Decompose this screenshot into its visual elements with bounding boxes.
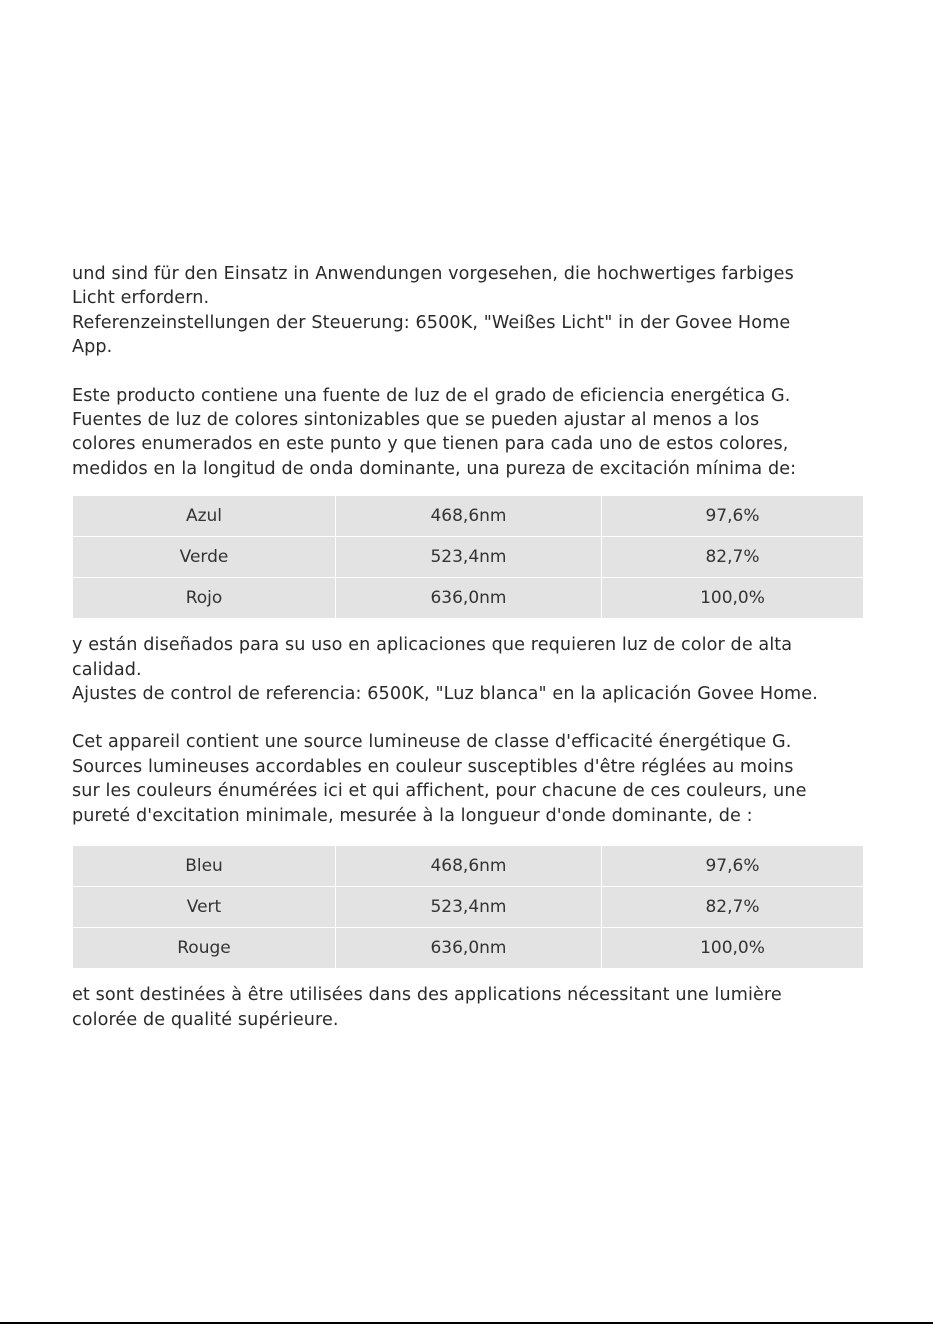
purity-cell: 82,7% xyxy=(602,887,863,927)
text-line: Sources lumineuses accordables en couleur susceptibles d'être réglées au moins xyxy=(72,756,794,777)
purity-cell: 82,7% xyxy=(602,537,863,577)
document-content xyxy=(72,262,872,1032)
text-line: et sont destinées à être utilisées dans des applications nécessitant une lumière xyxy=(72,985,782,1006)
color-cell: Azul xyxy=(73,496,335,536)
color-cell: Verde xyxy=(73,537,335,577)
wavelength-cell: 636,0nm xyxy=(336,928,601,968)
text-line: Referenzeinstellungen der Steuerung: 6500K, "Weißes Licht" in der Govee Home xyxy=(72,312,791,333)
table-row xyxy=(73,537,863,577)
paragraph-spacer xyxy=(72,706,872,730)
color-cell: Rouge xyxy=(73,928,335,968)
text-line: Licht erfordern. xyxy=(72,288,210,309)
text-line: sur les couleurs énumérées ici et qui affichent, pour chacune de ces couleurs, une xyxy=(72,781,807,802)
german-paragraph xyxy=(72,262,872,360)
wavelength-cell: 523,4nm xyxy=(336,887,601,927)
wavelength-cell: 636,0nm xyxy=(336,578,601,618)
color-cell: Vert xyxy=(73,887,335,927)
table-row xyxy=(73,887,863,927)
purity-cell: 100,0% xyxy=(602,928,863,968)
table-row xyxy=(73,846,863,886)
spanish-purity-table xyxy=(72,495,864,619)
french-outro-paragraph xyxy=(72,983,872,1032)
table-row xyxy=(73,578,863,618)
text-line: App. xyxy=(72,337,113,358)
purity-cell: 97,6% xyxy=(602,846,863,886)
spanish-intro-paragraph xyxy=(72,384,872,482)
text-line: y están diseñados para su uso en aplicaciones que requieren luz de color de alta xyxy=(72,635,793,656)
paragraph-spacer xyxy=(72,360,872,384)
wavelength-cell: 468,6nm xyxy=(336,846,601,886)
text-line: Ajustes de control de referencia: 6500K, "Luz blanca" en la aplicación Govee Home. xyxy=(72,684,818,705)
text-line: colores enumerados en este punto y que tienen para cada uno de estos colores, xyxy=(72,434,789,455)
spanish-outro-paragraph xyxy=(72,633,872,706)
purity-cell: 100,0% xyxy=(602,578,863,618)
text-line: calidad. xyxy=(72,659,142,680)
wavelength-cell: 468,6nm xyxy=(336,496,601,536)
text-line: Fuentes de luz de colores sintonizables que se pueden ajustar al menos a los xyxy=(72,410,760,431)
table-row xyxy=(73,496,863,536)
color-cell: Bleu xyxy=(73,846,335,886)
french-intro-paragraph xyxy=(72,730,872,828)
text-line: pureté d'excitation minimale, mesurée à la longueur d'onde dominante, de : xyxy=(72,805,753,826)
french-purity-table xyxy=(72,845,864,969)
wavelength-cell: 523,4nm xyxy=(336,537,601,577)
purity-cell: 97,6% xyxy=(602,496,863,536)
spanish-table-wrapper xyxy=(72,495,872,619)
text-line: und sind für den Einsatz in Anwendungen vorgesehen, die hochwertiges farbiges xyxy=(72,264,794,284)
color-cell: Rojo xyxy=(73,578,335,618)
text-line: medidos en la longitud de onda dominante, una pureza de excitación mínima de: xyxy=(72,458,797,479)
text-line: Este producto contiene una fuente de luz de el grado de eficiencia energética G. xyxy=(72,385,791,406)
text-line: Cet appareil contient une source lumineuse de classe d'efficacité énergétique G. xyxy=(72,732,792,753)
table-row xyxy=(73,928,863,968)
french-table-wrapper xyxy=(72,845,872,969)
text-line: colorée de qualité supérieure. xyxy=(72,1009,339,1030)
